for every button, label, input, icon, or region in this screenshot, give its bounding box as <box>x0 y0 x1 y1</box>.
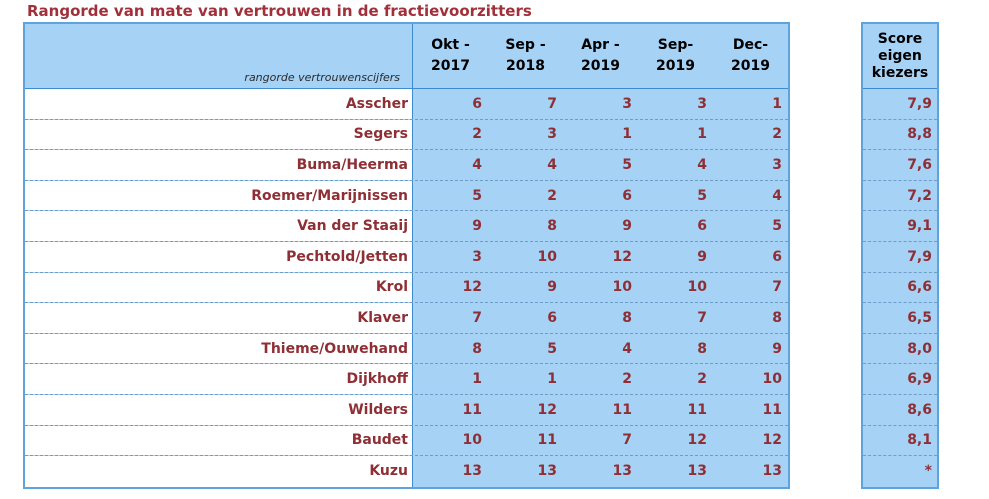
rank-cell: 8 <box>772 309 782 326</box>
leader-name: Asscher <box>25 89 413 119</box>
rank-cell: 8 <box>697 340 707 357</box>
header-label-cell <box>25 24 413 88</box>
column-header: Apr - 2019 <box>581 37 620 74</box>
rank-cell: 5 <box>472 187 482 204</box>
leader-name: Dijkhoff <box>25 364 413 394</box>
rank-cell: 12 <box>687 432 707 449</box>
table-row <box>25 364 788 395</box>
score-row <box>863 395 937 426</box>
rank-cell: 6 <box>772 248 782 265</box>
leader-name: Klaver <box>25 303 413 333</box>
rank-cell: 2 <box>472 126 482 143</box>
table-body <box>25 89 788 487</box>
table-row <box>25 150 788 181</box>
rank-cell: 3 <box>622 95 632 112</box>
table-row <box>25 120 788 151</box>
rank-cell: 3 <box>697 95 707 112</box>
rank-cell: 13 <box>537 463 557 480</box>
score-cell: 7,2 <box>907 187 932 204</box>
rank-cell: 4 <box>772 187 782 204</box>
rank-cell: 1 <box>622 126 632 143</box>
score-row <box>863 273 937 304</box>
column-header: Dec- 2019 <box>731 37 770 74</box>
table-row <box>25 426 788 457</box>
rank-cell: 10 <box>687 279 707 296</box>
score-cell: 7,6 <box>907 156 932 173</box>
rank-cell: 1 <box>697 126 707 143</box>
table-row <box>25 242 788 273</box>
rank-cell: 4 <box>472 156 482 173</box>
rank-cell: 11 <box>537 432 557 449</box>
score-row <box>863 211 937 242</box>
rank-cell: 3 <box>547 126 557 143</box>
leader-name: Roemer/Marijnissen <box>25 181 413 211</box>
leader-name: Thieme/Ouwehand <box>25 334 413 364</box>
score-row <box>863 456 937 487</box>
leader-name: Kuzu <box>25 456 413 487</box>
rank-cell: 10 <box>537 248 557 265</box>
rank-cell: 6 <box>547 309 557 326</box>
rank-cell: 1 <box>547 371 557 388</box>
table-row <box>25 456 788 487</box>
rank-cell: 8 <box>547 218 557 235</box>
leader-name: Baudet <box>25 426 413 456</box>
rank-cell: 2 <box>772 126 782 143</box>
column-header: Okt - 2017 <box>431 37 470 74</box>
rank-cell: 11 <box>612 401 632 418</box>
ranking-table <box>23 22 790 489</box>
rank-cell: 11 <box>762 401 782 418</box>
rank-cell: 6 <box>472 95 482 112</box>
table-row <box>25 273 788 304</box>
leader-name: Wilders <box>25 395 413 425</box>
table-row <box>25 181 788 212</box>
score-cell: 9,1 <box>907 218 932 235</box>
score-cell: 8,6 <box>907 401 932 418</box>
score-row <box>863 334 937 365</box>
rank-cell: 9 <box>472 218 482 235</box>
score-column-header: Score eigen kiezers <box>871 30 929 81</box>
rank-cell: 5 <box>772 218 782 235</box>
score-row <box>863 242 937 273</box>
rank-cell: 10 <box>762 371 782 388</box>
score-cell: 7,9 <box>907 248 932 265</box>
rank-cell: 4 <box>622 340 632 357</box>
rank-cell: 13 <box>462 463 482 480</box>
rank-cell: 7 <box>772 279 782 296</box>
rank-cell: 8 <box>472 340 482 357</box>
rank-cell: 6 <box>622 187 632 204</box>
rank-cell: 2 <box>697 371 707 388</box>
score-cell: 8,8 <box>907 126 932 143</box>
rank-cell: 6 <box>697 218 707 235</box>
rank-cell: 13 <box>612 463 632 480</box>
table-row <box>25 334 788 365</box>
score-table <box>861 22 939 489</box>
leader-name: Krol <box>25 273 413 303</box>
rank-cell: 3 <box>772 156 782 173</box>
rank-cell: 12 <box>537 401 557 418</box>
rank-cell: 10 <box>462 432 482 449</box>
leader-name: Buma/Heerma <box>25 150 413 180</box>
score-row <box>863 120 937 151</box>
leader-name: Pechtold/Jetten <box>25 242 413 272</box>
rank-cell: 12 <box>762 432 782 449</box>
rank-cell: 4 <box>697 156 707 173</box>
rank-cell: 7 <box>472 309 482 326</box>
rank-cell: 12 <box>462 279 482 296</box>
score-cell: 6,6 <box>907 279 932 296</box>
score-cell: 6,9 <box>907 371 932 388</box>
rank-cell: 4 <box>547 156 557 173</box>
table-row <box>25 303 788 334</box>
score-row <box>863 364 937 395</box>
rank-cell: 13 <box>687 463 707 480</box>
rank-cell: 5 <box>697 187 707 204</box>
score-row <box>863 181 937 212</box>
leader-name: Van der Staaij <box>25 211 413 241</box>
table-header <box>25 24 788 89</box>
score-cell: * <box>924 463 932 480</box>
rank-cell: 9 <box>547 279 557 296</box>
score-cell: 8,0 <box>907 340 932 357</box>
score-cell: 8,1 <box>907 432 932 449</box>
rank-cell: 13 <box>762 463 782 480</box>
table-row <box>25 89 788 120</box>
rank-cell: 9 <box>622 218 632 235</box>
rank-cell: 7 <box>622 432 632 449</box>
rank-cell: 5 <box>547 340 557 357</box>
score-row <box>863 89 937 120</box>
score-row <box>863 150 937 181</box>
rank-cell: 5 <box>622 156 632 173</box>
rank-cell: 7 <box>697 309 707 326</box>
score-row <box>863 303 937 334</box>
leader-name: Segers <box>25 120 413 150</box>
rank-cell: 1 <box>472 371 482 388</box>
score-cell: 7,9 <box>907 95 932 112</box>
rank-cell: 9 <box>697 248 707 265</box>
table-row <box>25 395 788 426</box>
rank-cell: 2 <box>622 371 632 388</box>
rank-cell: 10 <box>612 279 632 296</box>
rank-cell: 7 <box>547 95 557 112</box>
table-row <box>25 211 788 242</box>
rank-cell: 8 <box>622 309 632 326</box>
rank-cell: 1 <box>772 95 782 112</box>
column-header: Sep - 2018 <box>505 37 546 74</box>
rank-cell: 3 <box>472 248 482 265</box>
rank-cell: 2 <box>547 187 557 204</box>
score-cell: 6,5 <box>907 309 932 326</box>
score-body <box>863 89 937 487</box>
rank-cell: 9 <box>772 340 782 357</box>
rank-cell: 11 <box>687 401 707 418</box>
rank-cell: 11 <box>462 401 482 418</box>
header-label: rangorde vertrouwenscijfers <box>244 71 400 84</box>
rank-cell: 12 <box>612 248 632 265</box>
score-header <box>863 24 937 89</box>
score-row <box>863 426 937 457</box>
column-header: Sep- 2019 <box>656 37 695 74</box>
page-title: Rangorde van mate van vertrouwen in de fractievoorzitters <box>27 2 532 20</box>
